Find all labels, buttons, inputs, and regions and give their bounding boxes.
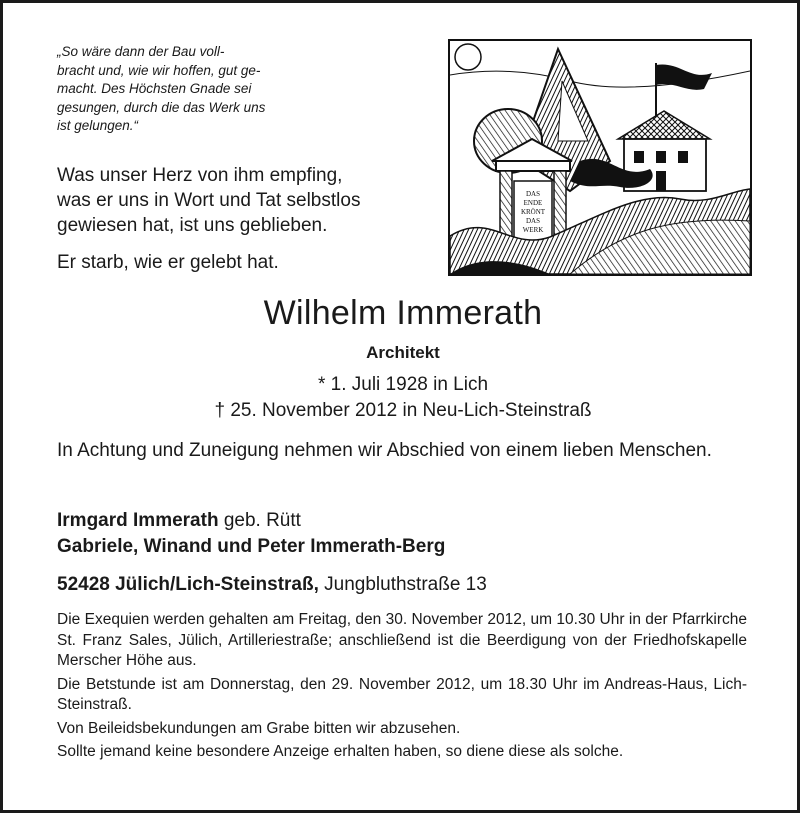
- inscription-line: DAS: [525, 190, 541, 198]
- inscription-line: KRÖNT: [520, 208, 546, 216]
- notice-paragraph: Von Beileidsbekundungen am Grabe bitten wir abzusehen.: [57, 719, 461, 737]
- farewell-text: In Achtung und Zuneigung nehmen wir Abschied von einem lieben Menschen.: [57, 440, 712, 461]
- woodcut-svg: [450, 41, 750, 274]
- quote-line: ist gelungen.“: [57, 118, 139, 133]
- mourner-line: [57, 509, 301, 533]
- quote-line: gesungen, durch die das Werk uns: [57, 99, 266, 115]
- verse-line: was er uns in Wort und Tat selbstlos: [57, 190, 361, 211]
- inscription-line: WERK: [522, 226, 544, 234]
- memorial-verse: [57, 163, 417, 275]
- address-street: Jungbluthstraße 13: [318, 574, 487, 595]
- deceased-name: Wilhelm Immerath: [263, 294, 543, 332]
- quote-line: macht. Des Höchsten Gnade sei: [57, 81, 252, 96]
- epigraph-quote: [57, 43, 327, 136]
- death-date: † 25. November 2012 in Neu-Lich-Steinstraß: [214, 400, 592, 421]
- notice-paragraph: Die Betstunde ist am Donnerstag, den 29. November 2012, um 18.30 Uhr im Andreas-Haus, Lich-Steinstraß.: [57, 675, 747, 713]
- funeral-notices: [57, 610, 747, 766]
- notice-paragraph: Sollte jemand keine besondere Anzeige erhalten haben, so diene diese als solche.: [57, 743, 624, 760]
- notice-paragraph: Die Exequien werden gehalten am Freitag, den 30. November 2012, um 10.30 Uhr in der Pfarrkirche St. Franz Sales, Jülich, Artilleriestraße; anschließend ist die Beerdigung von der Friedhofskapelle Merscher Höhe aus.: [57, 611, 747, 669]
- inscription-line: DAS: [525, 217, 541, 225]
- sun-icon: [455, 44, 481, 70]
- mourner-name: Irmgard Immerath: [57, 510, 219, 531]
- mourner-names: Gabriele, Winand und Peter Immerath-Berg: [57, 536, 446, 557]
- verse-closing: Er starb, wie er gelebt hat.: [57, 252, 279, 273]
- deceased-profession: Architekt: [366, 343, 440, 362]
- address-city: 52428 Jülich/Lich-Steinstraß,: [57, 574, 319, 595]
- verse-line: Was unser Herz von ihm empfing,: [57, 165, 343, 186]
- quote-line: „So wäre dann der Bau voll-: [57, 44, 225, 59]
- life-dates: [3, 372, 800, 424]
- verse-line: gewiesen hat, ist uns geblieben.: [57, 215, 328, 236]
- mourner-line: [57, 535, 445, 559]
- inscription-line: ENDE: [523, 199, 543, 207]
- birth-date: * 1. Juli 1928 in Lich: [317, 374, 489, 395]
- monument-icon: [492, 139, 572, 241]
- mourner-address: [57, 573, 487, 597]
- quote-line: bracht und, wie wir hoffen, gut ge-: [57, 62, 261, 78]
- woodcut-illustration: [448, 39, 752, 276]
- mourner-maiden-name: geb. Rütt: [218, 510, 301, 531]
